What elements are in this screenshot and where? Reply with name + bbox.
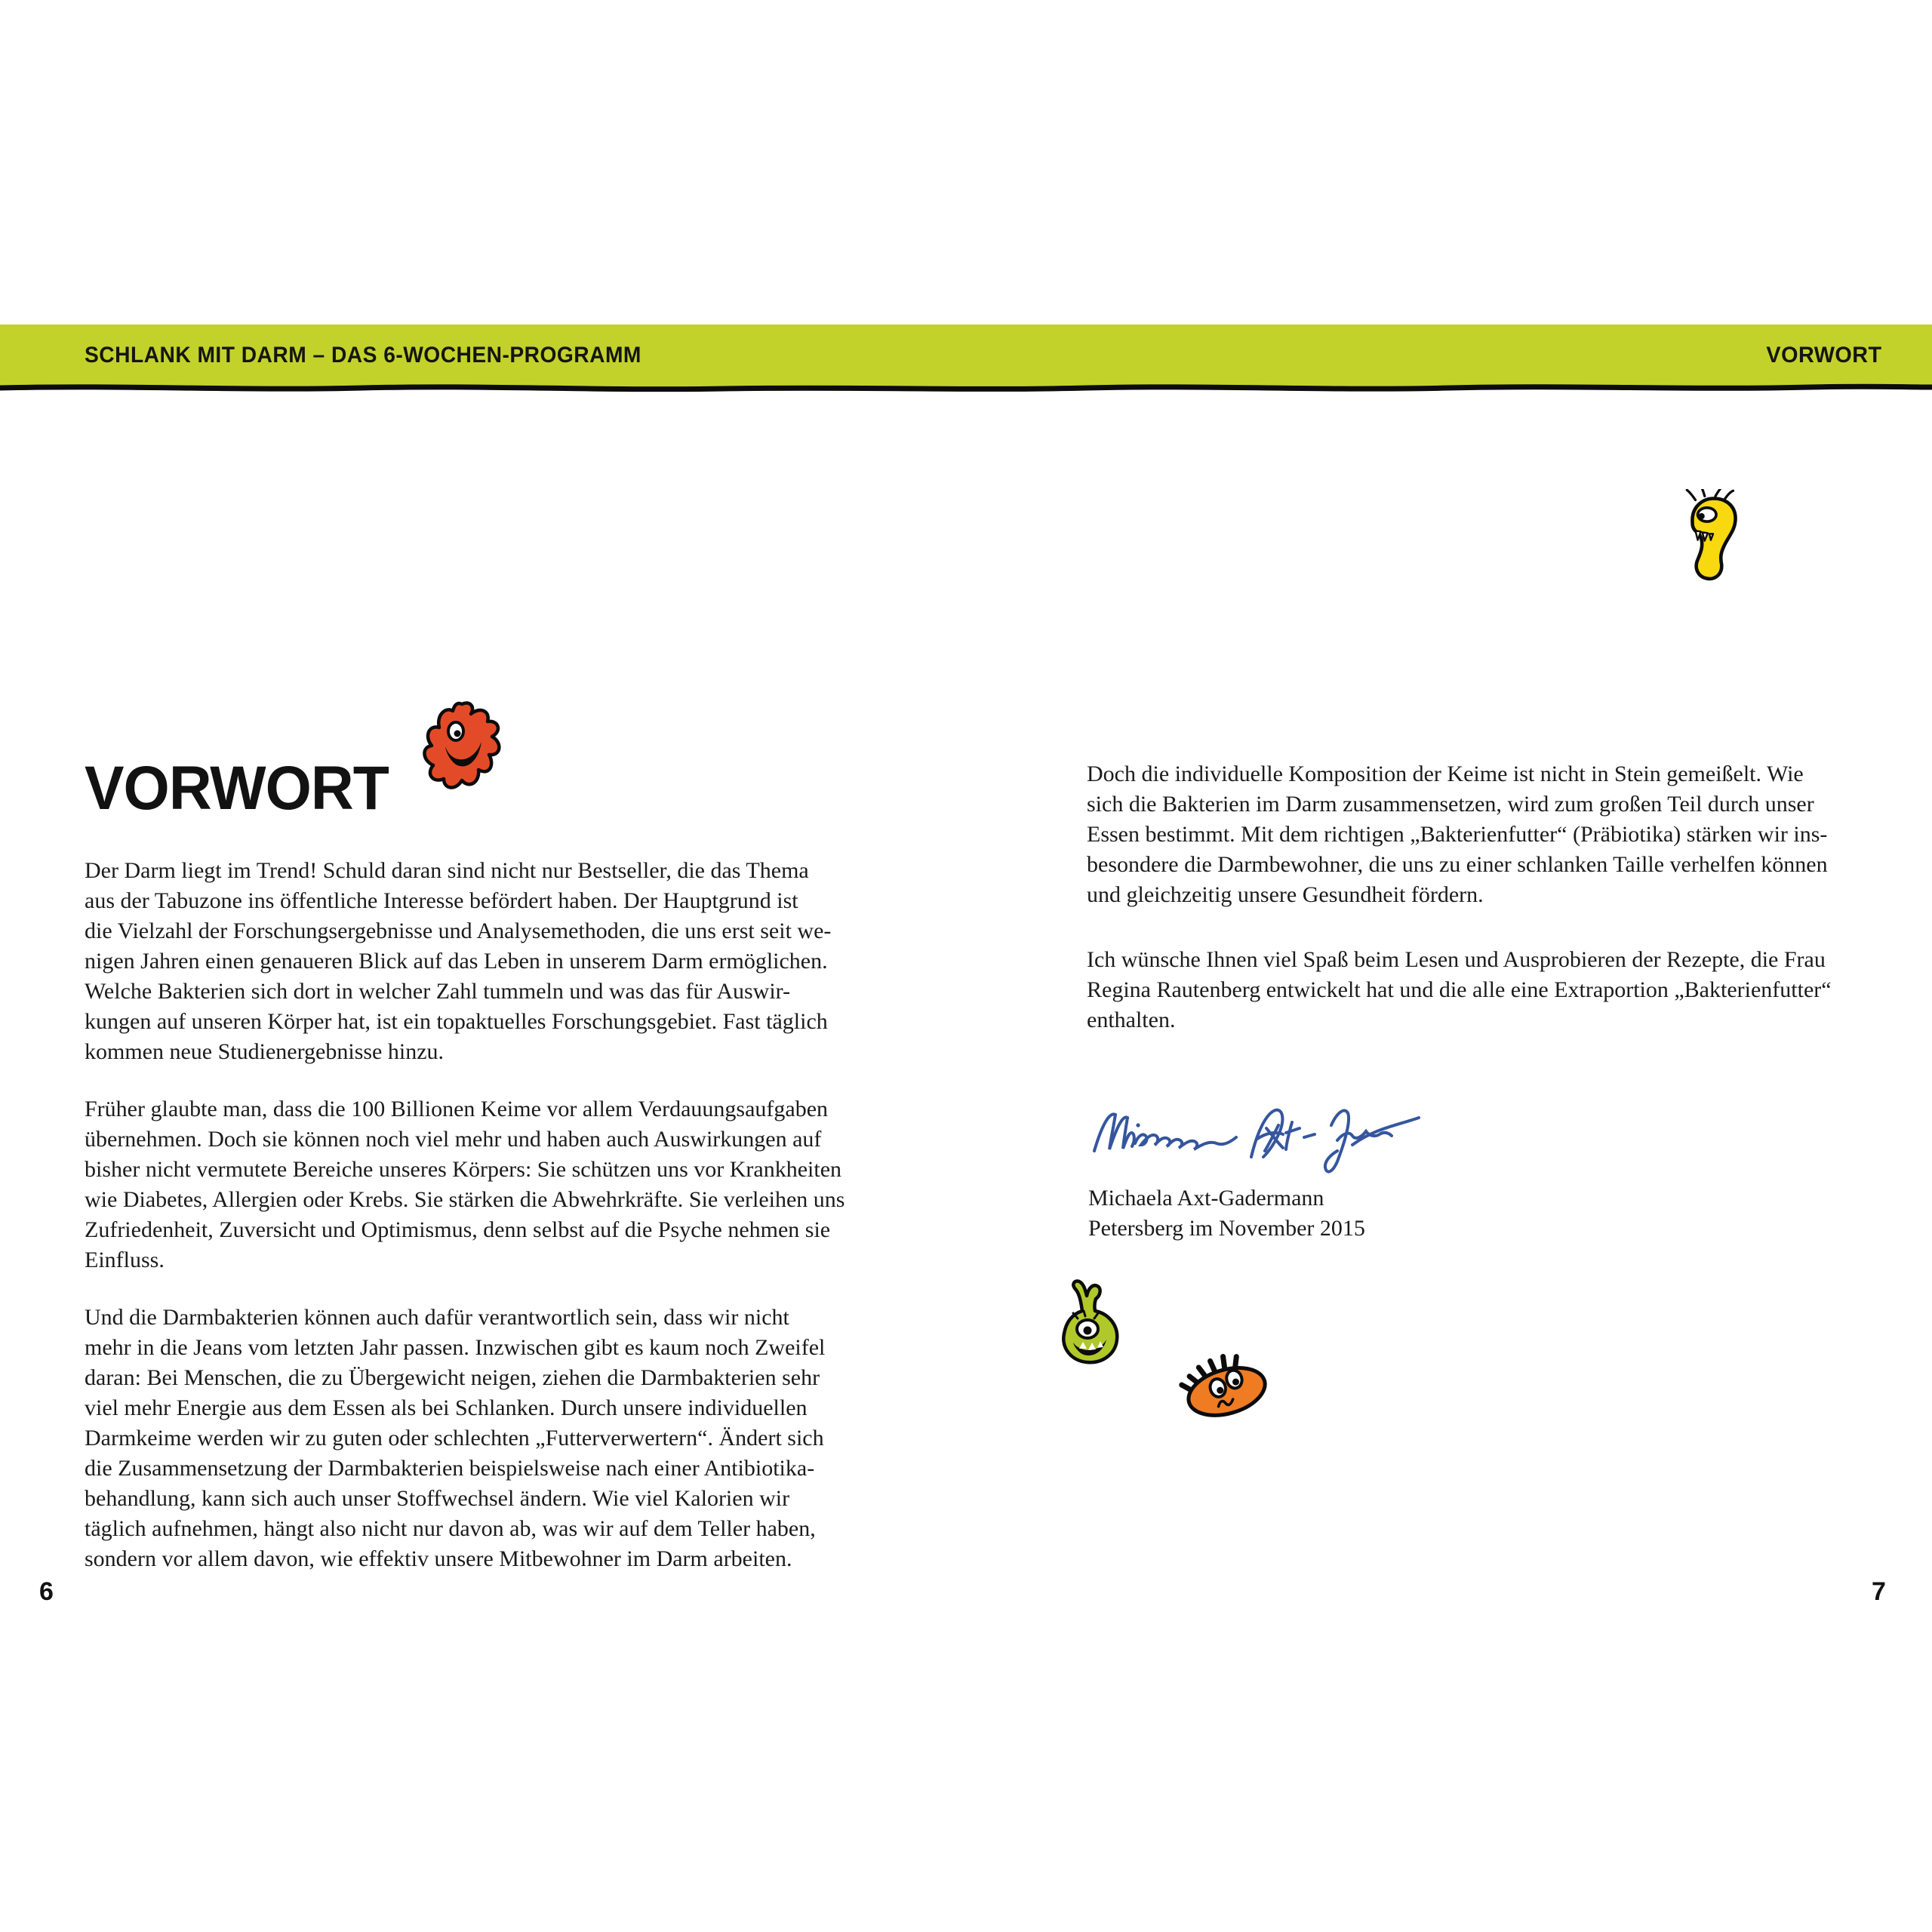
running-header-left: SCHLANK MIT DARM – DAS 6-WOCHEN-PROGRAMM <box>85 343 641 368</box>
red-splat-microbe-icon <box>420 699 504 797</box>
page-number-right: 7 <box>1872 1577 1886 1606</box>
running-header-right: VORWORT <box>1766 343 1882 368</box>
paragraph: Früher glaubte man, dass die 100 Billionen Keime vor allem Verdauungsaufgaben übernehmen. Doch sie können noch viel mehr und haben auch Auswirkungen auf bisher nicht vermutete Bereiche unseres Körpers: Sie schützen uns vor Krankheiten wie Diabetes, Allergien oder Krebs. Sie stärken die Abwehrkräfte. Sie verleihen uns Zufriedenheit, Zuversicht und Optimismus, denn selbst auf die Psyche nehmen sie Einfluss. <box>85 1097 845 1272</box>
place-and-date: Petersberg im November 2015 <box>1088 1216 1365 1241</box>
orange-oval-microbe-icon <box>1174 1345 1278 1425</box>
page-number-left: 6 <box>39 1577 54 1606</box>
author-name: Michaela Axt-Gadermann <box>1088 1186 1324 1211</box>
left-page-text-column <box>85 856 900 1601</box>
right-page-text-column <box>1087 759 1893 1063</box>
signoff-block <box>1088 1183 1365 1244</box>
yellow-worm-microbe-icon <box>1675 489 1752 586</box>
signature-handwriting <box>1088 1091 1424 1177</box>
page-title-vorwort: VORWORT <box>85 754 389 823</box>
paragraph: Doch die individuelle Komposition der Keime ist nicht in Stein gemeißelt. Wie sich die Bakterien im Darm zusammensetzen, wird zum großen Teil durch unser Essen bestimmt. Mit dem richtigen „Bakterienfutter“ (Präbiotika) stärken wir ins- besondere die Darmbewohner, die uns zu einer schlanken Taille verhelfen können und gleichzeitig unsere Gesundheit fördern. <box>1087 761 1828 907</box>
green-bulb-microbe-icon <box>1055 1278 1128 1369</box>
running-header <box>0 325 1932 386</box>
paragraph: Der Darm liegt im Trend! Schuld daran sind nicht nur Bestseller, die das Thema aus der Tabuzone ins öffentliche Interesse befördert haben. Der Hauptgrund ist die Vielzahl der Forschungsergebnisse und Analysemethoden, die uns erst seit we- nigen Jahren einen genaueren Blick auf das Leben in unserem Darm ermöglichen. Welche Bakterien sich dort in welcher Zahl tummeln und was das für Auswir- kungen auf unseren Körper hat, ist ein topaktuelles Forschungsgebiet. Fast täglich kommen neue Studienergebnisse hinzu. <box>85 858 832 1064</box>
paragraph: Ich wünsche Ihnen viel Spaß beim Lesen und Ausprobieren der Rezepte, die Frau Regina Rautenberg entwickelt hat und die alle eine Extraportion „Bakterienfutter“ enthalten. <box>1087 947 1832 1032</box>
paragraph: Und die Darmbakterien können auch dafür verantwortlich sein, dass wir nicht mehr in die Jeans vom letzten Jahr passen. Inzwischen gibt es kaum noch Zweifel daran: Bei Menschen, die zu Übergewicht neigen, ziehen die Darmbakterien sehr viel mehr Energie aus dem Essen als bei Schlanken. Durch unsere individuellen Darmkeime werden wir zu guten oder schlechten „Futterverwertern“. Ändert sich die Zusammensetzung der Darmbakterien beispielsweise nach einer Antibiotika- behandlung, kann sich auch unser Stoffwechsel ändern. Wie viel Kalorien wir täglich aufnehmen, hängt also nicht nur davon ab, was wir auf dem Teller haben, sondern vor allem davon, wie effektiv unsere Mitbewohner im Darm arbeiten. <box>85 1305 826 1571</box>
hand-drawn-rule <box>0 386 1932 389</box>
